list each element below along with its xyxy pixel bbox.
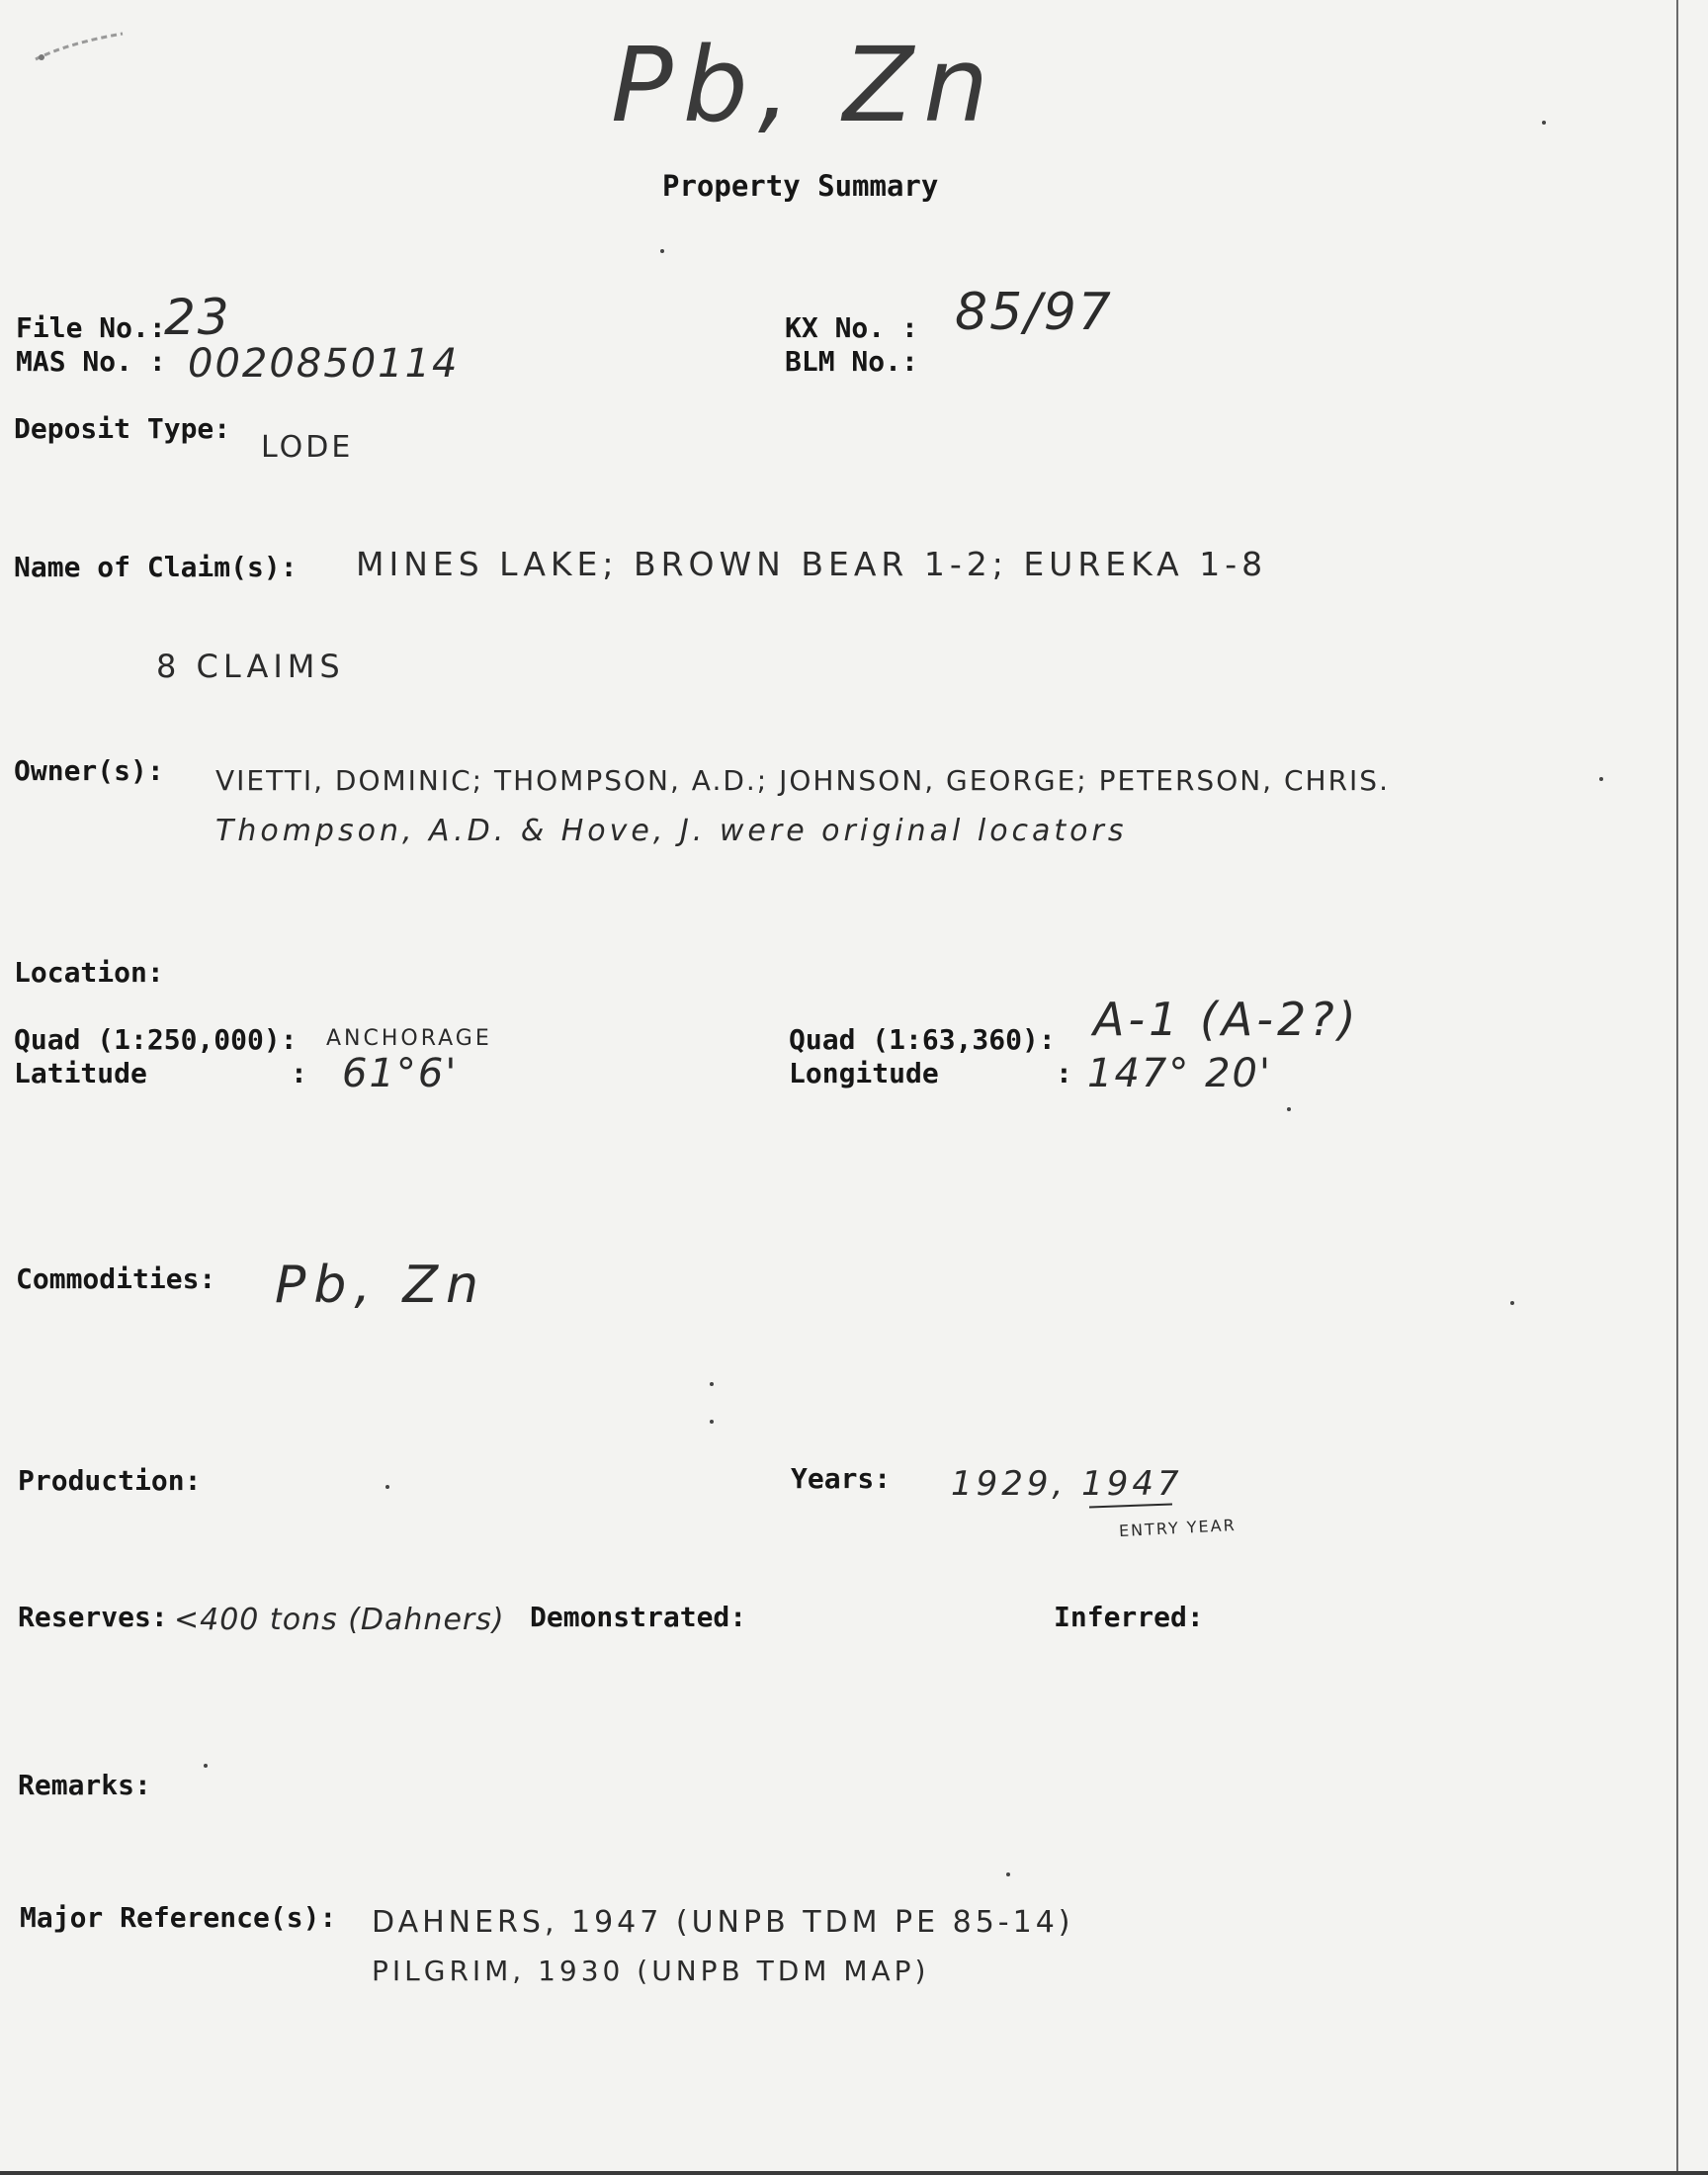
mas-no-value: 0020850114 — [188, 341, 460, 387]
scan-speck — [385, 1485, 389, 1489]
quad63-label: Quad (1:63,360): — [789, 1023, 1056, 1056]
demonstrated-label: Demonstrated: — [530, 1601, 747, 1633]
reserves-label: Reserves: — [18, 1601, 168, 1633]
references-label: Major Reference(s): — [20, 1901, 337, 1934]
years-note: ENTRY YEAR — [1118, 1515, 1238, 1541]
claims-count: 8 CLAIMS — [156, 648, 345, 685]
scan-speck — [204, 1764, 208, 1768]
owners-note: Thompson, A.D. & Hove, J. were original locators — [215, 814, 1128, 848]
page-edge-right — [1676, 0, 1678, 2175]
quad250-label: Quad (1:250,000): — [14, 1023, 298, 1056]
reserves-value: <400 tons (Dahners) — [174, 1603, 505, 1637]
claims-label: Name of Claim(s): — [14, 551, 298, 583]
deposit-type-value: LODE — [261, 430, 354, 465]
years-label: Years: — [791, 1462, 892, 1495]
longitude-label: Longitude — [789, 1057, 939, 1089]
commodities-value: Pb, Zn — [275, 1256, 487, 1315]
file-no-value: 23 — [164, 289, 231, 346]
page-edge-bottom — [0, 2171, 1708, 2175]
kx-no-value: 85/97 — [955, 283, 1113, 342]
longitude-colon: : — [1056, 1057, 1072, 1089]
scan-speck — [710, 1382, 714, 1386]
mas-no-label: MAS No. : — [16, 345, 166, 378]
scan-speck — [1542, 121, 1546, 125]
scan-speck — [1006, 1872, 1010, 1876]
reference-1: DAHNERS, 1947 (UNPB TDM PE 85-14) — [372, 1905, 1074, 1940]
commodities-label: Commodities: — [16, 1262, 216, 1295]
handwritten-commodities-header: Pb, Zn — [611, 25, 999, 145]
scan-speck — [1287, 1107, 1291, 1111]
years-value: 1929, 1947 — [951, 1464, 1183, 1504]
scan-speck — [1599, 777, 1603, 781]
paper-clip-mark — [30, 28, 128, 67]
production-label: Production: — [18, 1464, 202, 1497]
latitude-value: 61°6' — [342, 1051, 459, 1096]
owners-value: VIETTI, DOMINIC; THOMPSON, A.D.; JOHNSON, GEORGE; PETERSON, CHRIS. — [215, 764, 1390, 797]
scan-speck — [660, 249, 664, 253]
latitude-label: Latitude — [14, 1057, 147, 1089]
longitude-value: 147° 20' — [1087, 1051, 1272, 1096]
inferred-label: Inferred: — [1054, 1601, 1204, 1633]
blm-no-label: BLM No.: — [785, 345, 918, 378]
remarks-label: Remarks: — [18, 1769, 151, 1801]
quad63-value: A-1 (A-2?) — [1093, 993, 1360, 1046]
location-label: Location: — [14, 956, 164, 989]
kx-no-label: KX No. : — [785, 311, 918, 344]
reference-2: PILGRIM, 1930 (UNPB TDM MAP) — [372, 1955, 930, 1987]
latitude-colon: : — [291, 1057, 307, 1089]
page-title: Property Summary — [662, 169, 939, 203]
quad250-value: ANCHORAGE — [326, 1026, 492, 1051]
deposit-type-label: Deposit Type: — [14, 412, 231, 445]
owners-label: Owner(s): — [14, 754, 164, 787]
scan-speck — [710, 1420, 714, 1424]
scan-speck — [1510, 1301, 1514, 1305]
years-underline — [1089, 1504, 1172, 1509]
claims-value: MINES LAKE; BROWN BEAR 1-2; EUREKA 1-8 — [356, 545, 1268, 583]
file-no-label: File No.: — [16, 311, 166, 344]
